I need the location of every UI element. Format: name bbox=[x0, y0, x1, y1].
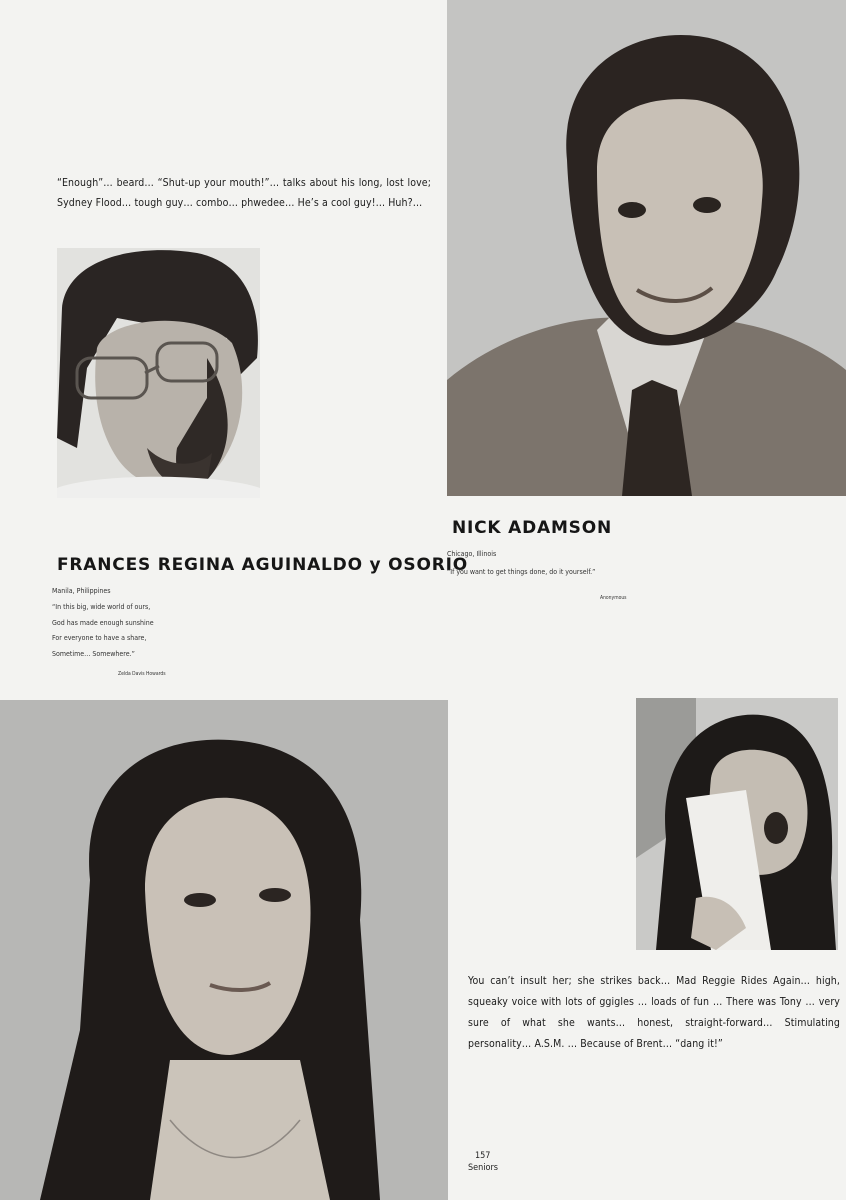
page-footer bbox=[468, 1150, 498, 1174]
candid-photo-singing-girl bbox=[636, 698, 838, 950]
portrait-nick-adamson bbox=[447, 0, 846, 496]
candid-photo-bearded-man bbox=[57, 248, 260, 498]
student-name-frances: FRANCES REGINA AGUINALDO y OSORIO bbox=[57, 555, 468, 575]
motto-attribution-nick: Anonymous bbox=[600, 595, 627, 601]
portrait-frances-aguinaldo bbox=[0, 700, 448, 1200]
motto-line: For everyone to have a share, bbox=[52, 634, 147, 642]
motto-line: Sometime… Somewhere.” bbox=[52, 649, 135, 658]
bio-nick: “Enough”… beard… “Shut-up your mouth!”… talks about his long, lost love; Sydney Flood… tough guy… combo… phwedee… He’s a cool guy!… Huh?… bbox=[57, 177, 431, 209]
motto-nick: “If you want to get things done, do it yourself.” bbox=[447, 568, 596, 576]
section-label: Seniors bbox=[468, 1163, 499, 1173]
hometown-nick: Chicago, Illinois bbox=[447, 550, 497, 558]
motto-line: “In this big, wide world of ours, bbox=[52, 603, 151, 611]
motto-attribution-frances: Zelda Davis Howards bbox=[118, 671, 166, 677]
student-name-nick: NICK ADAMSON bbox=[452, 518, 612, 538]
motto-line: God has made enough sunshine bbox=[52, 618, 154, 627]
hometown-frances: Manila, Philippines bbox=[52, 587, 111, 595]
motto-frances bbox=[52, 600, 232, 662]
page-number: 157 bbox=[475, 1151, 491, 1161]
bio-frances: You can’t insult her; she strikes back… Mad Reggie Rides Again… high, squeaky voice with lots of ggigles … loads of fun … There was Tony … very sure of what she wants… honest, straight-forward… Stimulating personality… A.S.M. … Because of Brent… “dang it!” bbox=[468, 975, 840, 1050]
